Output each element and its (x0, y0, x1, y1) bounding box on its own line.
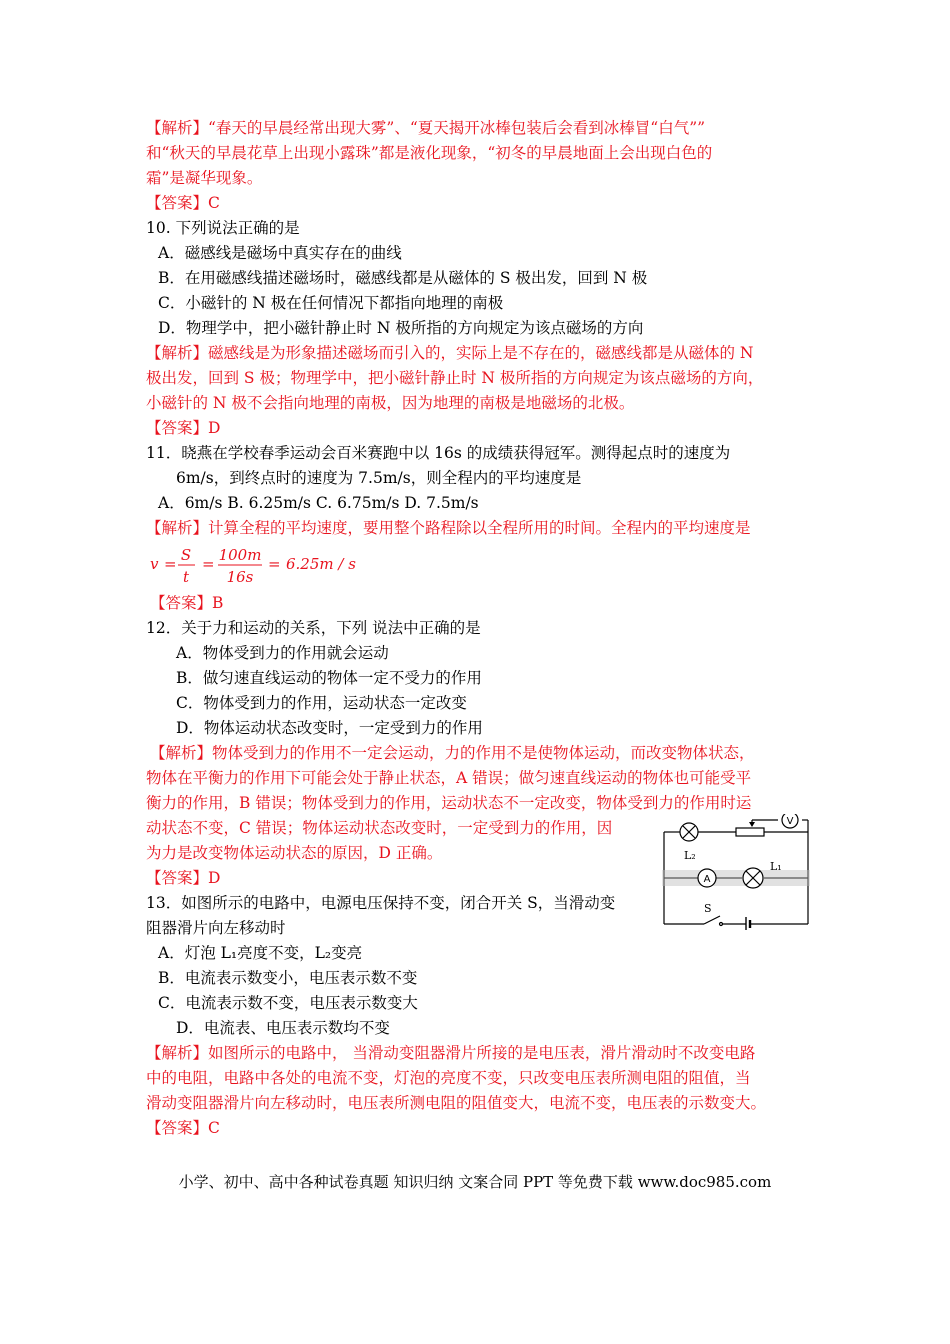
q11-options: A．6m/s B. 6.25m/s C. 6.75m/s D. 7.5m/s (158, 494, 479, 512)
formula-denominator-right: 16s (226, 568, 254, 586)
q13-answer: 【答案】C (146, 1119, 220, 1137)
voltmeter-label: V (786, 816, 794, 827)
svg-text:=: = (202, 555, 215, 573)
q10-analysis-line-2: 极出发，回到 S 极；物理学中，把小磁针静止时 N 极所指的方向规定为该点磁场的方向， (146, 369, 764, 387)
formula-numerator-right: 100m (218, 546, 262, 564)
q10-analysis-line-3: 小磁针的 N 极不会指向地理的南极，因为地理的南极是地磁场的北极。 (146, 394, 635, 412)
q12-analysis-line-4: 动状态不变，C 错误；物体运动状态改变时，一定受到力的作用，因 (146, 819, 613, 837)
q12-option-c: C．物体受到力的作用，运动状态一定改变 (176, 694, 467, 712)
formula-lhs: v (150, 555, 159, 573)
q11-answer: 【答案】B (150, 594, 224, 612)
q12-option-a: A．物体受到力的作用就会运动 (176, 644, 389, 662)
q13-stem-line-2: 阻器滑片向左移动时 (146, 919, 286, 937)
q13-analysis-line-3: 滑动变阻器滑片向左移动时，电压表所测电阻的阻值变大，电流不变，电压表的示数变大。 (146, 1094, 767, 1112)
q10-answer: 【答案】D (146, 419, 221, 437)
q12-analysis-line-2: 物体在平衡力的作用下可能会处于静止状态，A 错误；做匀速直线运动的物体也可能受平 (146, 769, 752, 787)
q11-analysis-line: 【解析】计算全程的平均速度，要用整个路程除以全程所用的时间。全程内的平均速度是 (146, 519, 751, 537)
average-speed-formula (146, 540, 386, 588)
q12-analysis-line-3: 衡力的作用，B 错误；物体受到力的作用，运动状态不一定改变，物体受到力的作用时运 (146, 794, 752, 812)
q12-stem: 12．关于力和运动的关系，下列 说法中正确的是 (146, 619, 481, 637)
q11-stem-line-1: 11．晓燕在学校春季运动会百米赛跑中以 16s 的成绩获得冠军。测得起点时的速度为 (146, 444, 731, 462)
q9-analysis-line-1: 【解析】“春天的早晨经常出现大雾”、“夏天揭开冰棒包装后会看到冰棒冒“白气”” (146, 119, 706, 137)
q12-analysis-line-5: 为力是改变物体运动状态的原因，D 正确。 (146, 844, 443, 862)
q13-option-d: D．电流表、电压表示数均不变 (176, 1019, 390, 1037)
q9-analysis-line-3: 霜”是凝华现象。 (146, 169, 263, 187)
q10-analysis-line-1: 【解析】磁感线是为形象描述磁场而引入的，实际上是不存在的，磁感线都是从磁体的 N (146, 344, 754, 362)
q11-stem-line-2: 6m/s，到终点时的速度为 7.5m/s，则全程内的平均速度是 (176, 469, 582, 487)
switch-label: S (704, 902, 712, 915)
q10-option-a: A．磁感线是磁场中真实存在的曲线 (158, 244, 402, 262)
lamp1-label: L₁ (770, 860, 782, 873)
formula-denominator-left: t (182, 568, 190, 586)
q13-option-c: C．电流表示数不变，电压表示数变大 (158, 994, 418, 1012)
q10-option-c: C．小磁针的 N 极在任何情况下都指向地理的南极 (158, 294, 504, 312)
q13-option-b: B．电流表示数变小，电压表示数不变 (158, 969, 418, 987)
q13-analysis-line-1: 【解析】如图所示的电路中， 当滑动变阻器滑片所接的是电压表，滑片滑动时不改变电路 (146, 1044, 756, 1062)
q9-answer: 【答案】C (146, 194, 220, 212)
q13-analysis-line-2: 中的电阻，电路中各处的电流不变，灯泡的亮度不变，只改变电压表所测电阻的阻值，当 (146, 1069, 751, 1087)
ammeter-label: A (703, 874, 711, 885)
q10-option-d: D．物理学中，把小磁针静止时 N 极所指的方向规定为该点磁场的方向 (158, 319, 644, 337)
formula-result: 6.25m / s (286, 555, 356, 573)
svg-text:=: = (164, 555, 177, 573)
formula-numerator-left: S (180, 546, 192, 564)
q10-option-b: B．在用磁感线描述磁场时，磁感线都是从磁体的 S 极出发，回到 N 极 (158, 269, 648, 287)
page-footer: 小学、初中、高中各种试卷真题 知识归纳 文案合同 PPT 等免费下载 www.doc985.com (178, 1173, 772, 1191)
q12-option-b: B．做匀速直线运动的物体一定不受力的作用 (176, 669, 482, 687)
q13-option-a: A．灯泡 L₁亮度不变，L₂变亮 (158, 944, 363, 962)
svg-text:=: = (268, 555, 281, 573)
lamp2-label: L₂ (684, 849, 696, 862)
q12-analysis-line-1: 【解析】物体受到力的作用不一定会运动，力的作用不是使物体运动，而改变物体状态， (150, 744, 755, 762)
q13-stem-line-1: 13．如图所示的电路中，电源电压保持不变，闭合开关 S，当滑动变 (146, 894, 616, 912)
q12-option-d: D．物体运动状态改变时，一定受到力的作用 (176, 719, 483, 737)
q9-analysis-line-2: 和“秋天的早晨花草上出现小露珠”都是液化现象，“初冬的早晨地面上会出现白色的 (146, 144, 713, 162)
q12-answer: 【答案】D (146, 869, 221, 887)
circuit-diagram (660, 814, 812, 930)
q10-stem: 10. 下列说法正确的是 (146, 219, 300, 237)
